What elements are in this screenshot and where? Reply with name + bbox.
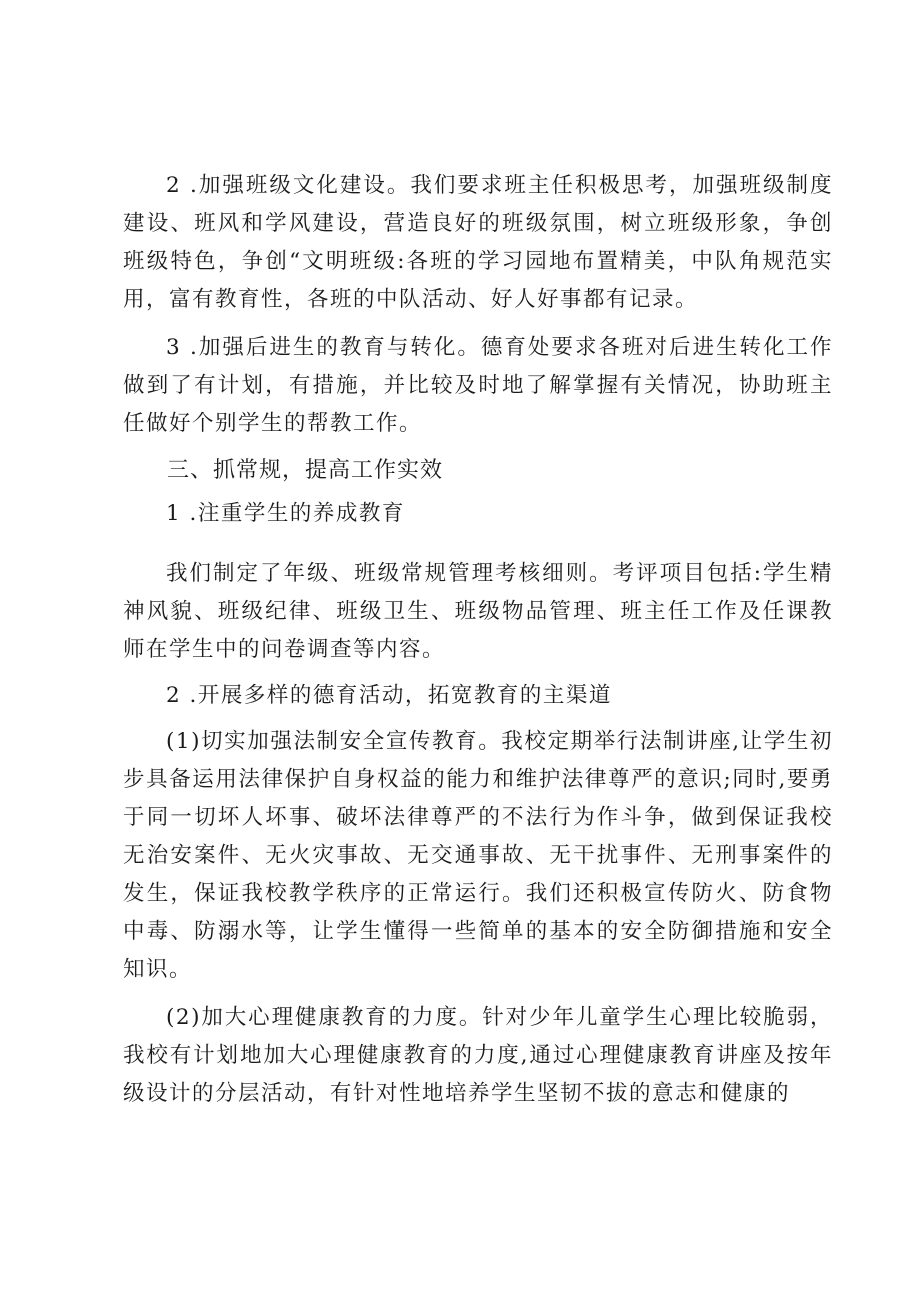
subheading-moral-activities: 2 .开展多样的德育活动，拓宽教育的主渠道 (166, 683, 612, 708)
paragraph-mental-health: (2)加大心理健康教育的力度。针对少年儿童学生心理比较脆弱，我校有计划地加大心理健康教育的力度,通过心理健康教育讲座及按年级设计的分层活动，有针对性地培养学生坚韧不拔的意志和健康的 (123, 1005, 833, 1106)
paragraph-assessment-rules: 我们制定了年级、班级常规管理考核细则。考评项目包括:学生精神风貌、班级纪律、班级卫生、班级物品管理、班主任工作及任课教师在学生中的问卷调查等内容。 (123, 561, 833, 662)
paragraph-class-culture: 2 .加强班级文化建设。我们要求班主任积极思考，加强班级制度建设、班风和学风建设，营造良好的班级氛围，树立班级形象，争创班级特色，争创“文明班级:各班的学习园地布置精美，中队角规范实用，富有教育性，各班的中队活动、好人好事都有记录。 (123, 173, 833, 312)
subheading-habit-education: 1 .注重学生的养成教育 (166, 501, 405, 526)
document-page (123, 167, 833, 1113)
paragraph-legal-safety: (1)切实加强法制安全宣传教育。我校定期举行法制讲座,让学生初步具备运用法律保护自身权益的能力和维护法律尊严的意识;同时,要勇于同一切坏人坏事、破坏法律尊严的不法行为作斗争，做到保证我校无治安案件、无火灾事故、无交通事故、无干扰事件、无刑事案件的发生，保证我校教学秩序的正常运行。我们还积极宣传防火、防食物中毒、防溺水等，让学生懂得一些简单的基本的安全防御措施和安全知识。 (123, 729, 833, 982)
paragraph-underachiever-education: 3 .加强后进生的教育与转化。德育处要求各班对后进生转化工作做到了有计划，有措施，并比较及时地了解掌握有关情况，协助班主任做好个别学生的帮教工作。 (123, 335, 833, 436)
section-heading-routine: 三、抓常规，提高工作实效 (167, 458, 444, 483)
